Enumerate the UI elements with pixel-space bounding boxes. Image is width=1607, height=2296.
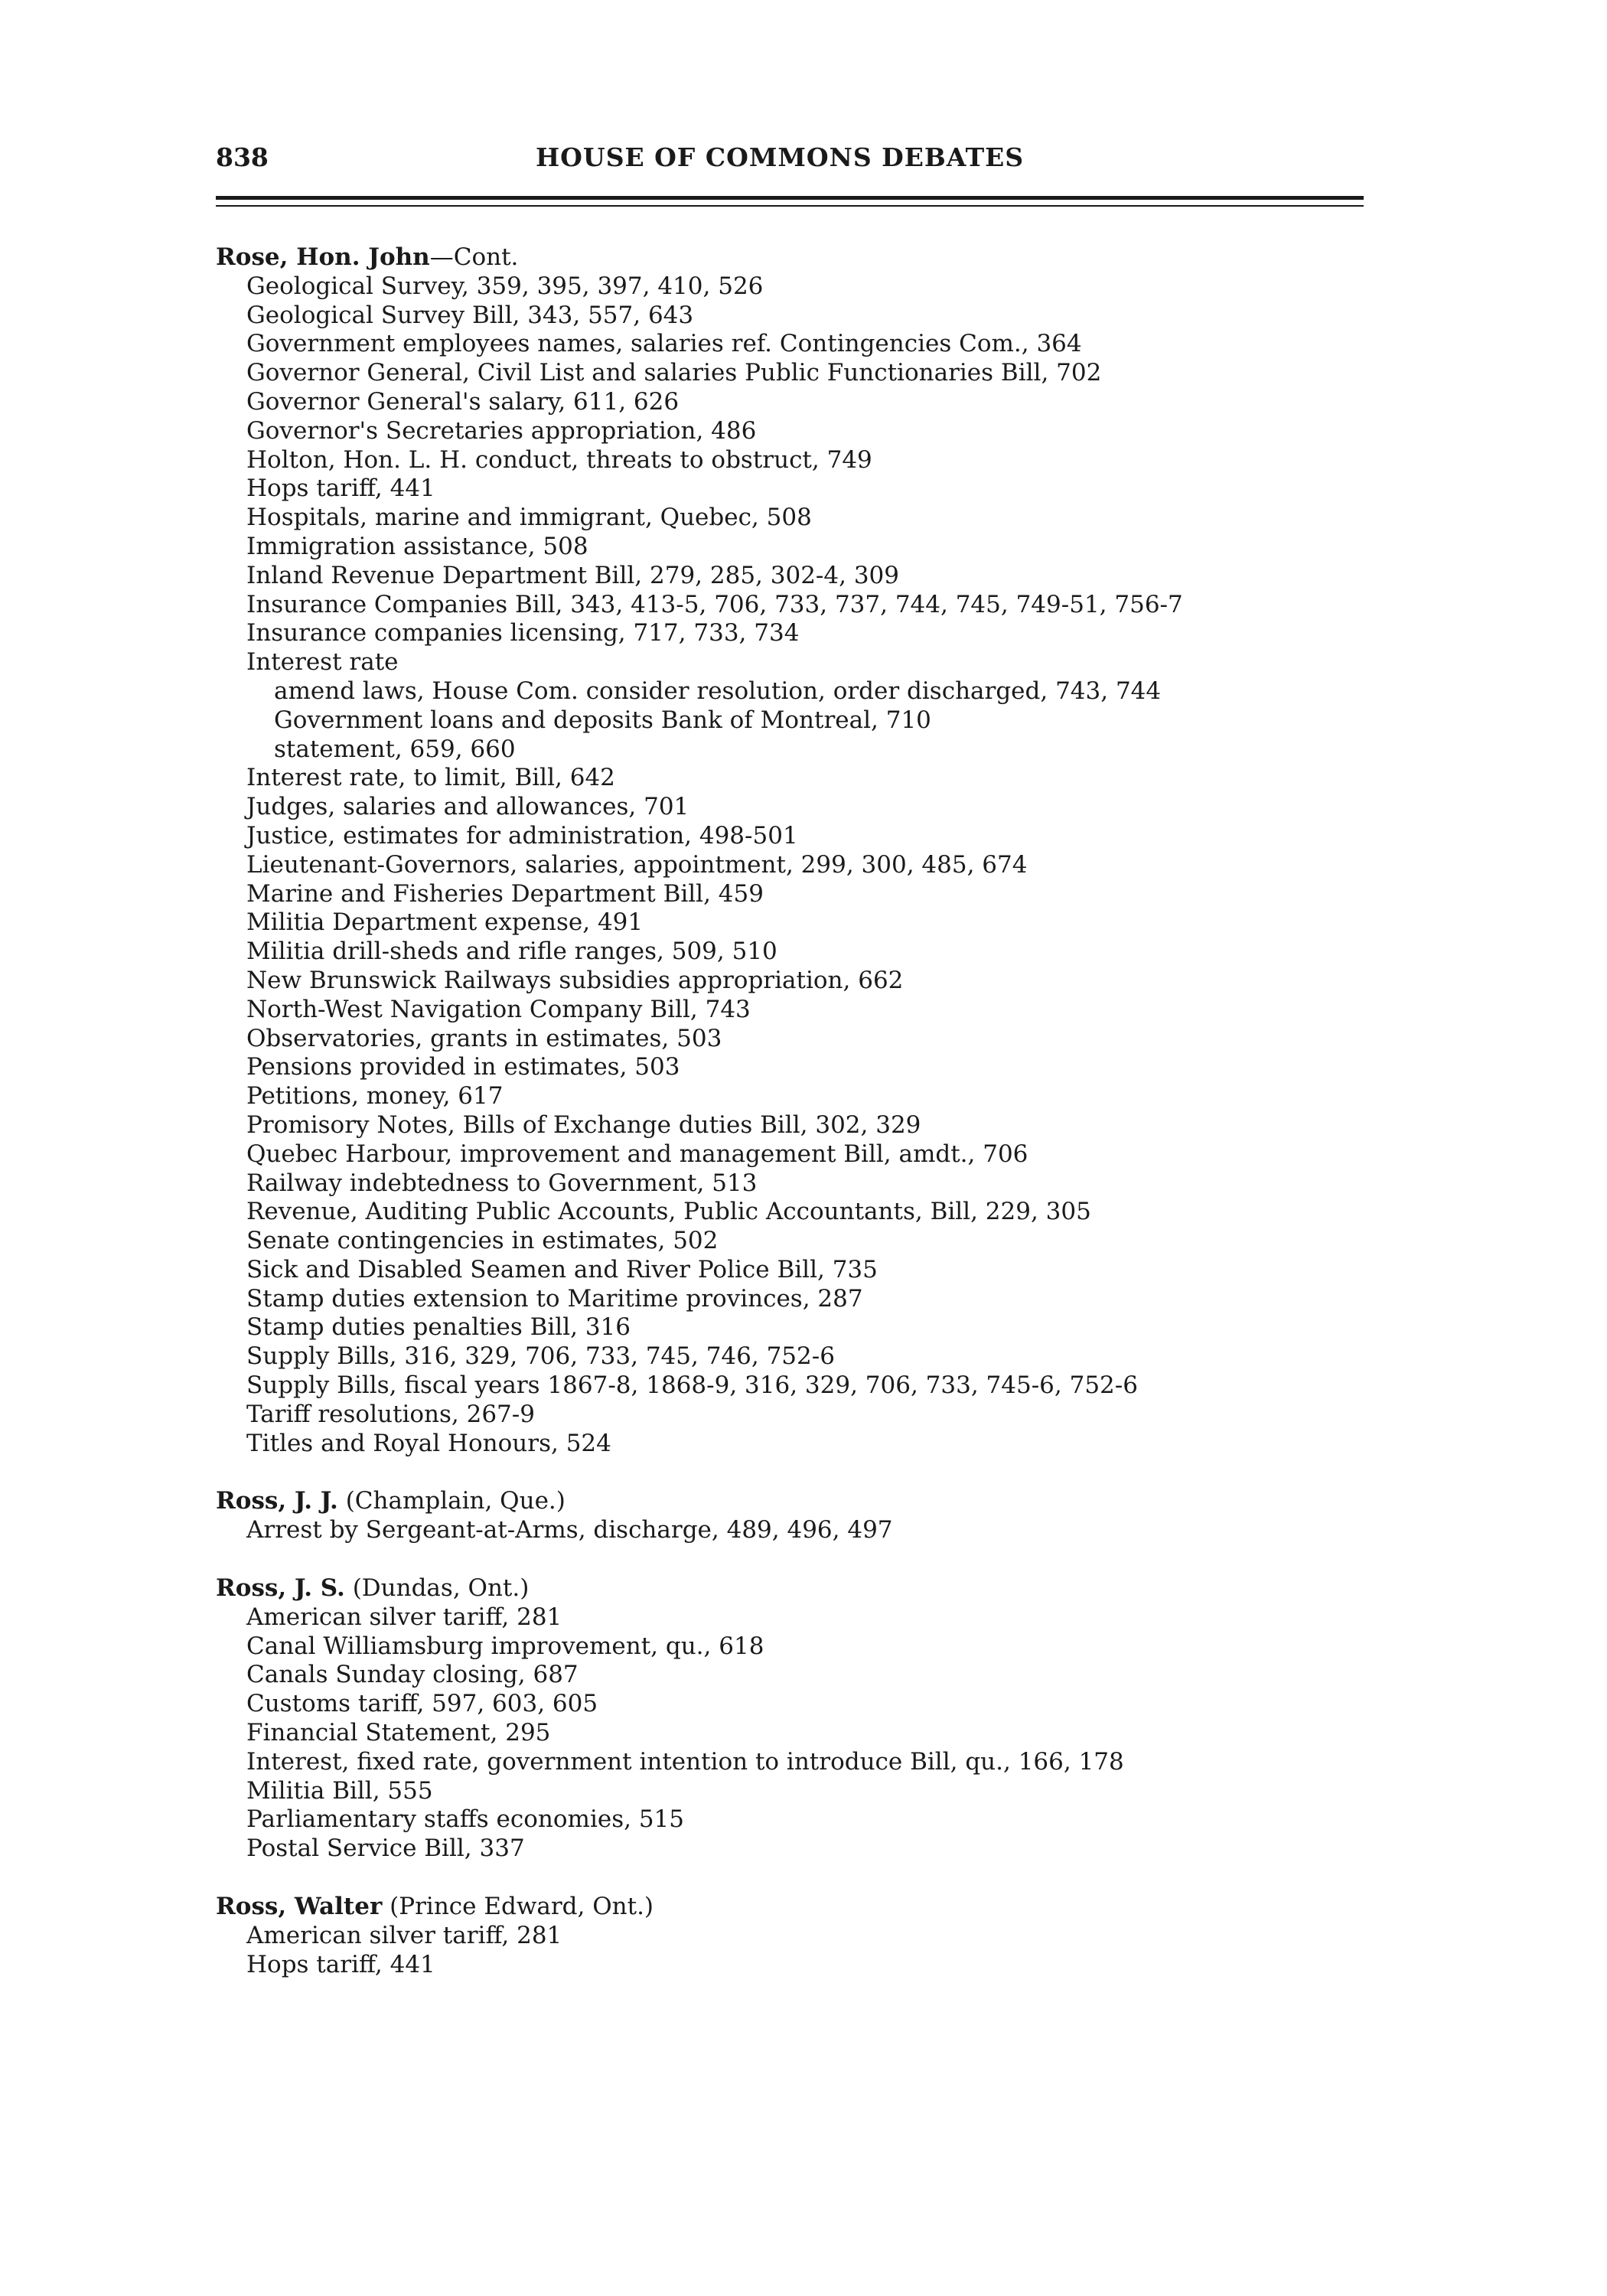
index-item: Hops tariff, 441 <box>246 1950 435 1978</box>
index-item: Sick and Disabled Seamen and River Police Bill, 735 <box>246 1255 878 1283</box>
index-item: Quebec Harbour, improvement and management Bill, amdt., 706 <box>246 1140 1028 1168</box>
index-item: Militia Bill, 555 <box>246 1776 433 1805</box>
entry-heading <box>216 1893 1410 1922</box>
entry-name: Ross, J. J. <box>216 1487 338 1515</box>
index-item: Inland Revenue Department Bill, 279, 285, 302-4, 309 <box>246 561 899 589</box>
index-item: Immigration assistance, 508 <box>246 532 588 560</box>
index-item: Stamp duties penalties Bill, 316 <box>246 1313 631 1342</box>
index-item: American silver tariff, 281 <box>246 1921 562 1949</box>
index-entry <box>216 1574 1410 1864</box>
entry-qualifier: (Prince Edward, Ont.) <box>382 1893 654 1921</box>
index-item: Supply Bills, 316, 329, 706, 733, 745, 746, 752-6 <box>246 1342 835 1371</box>
running-head: HOUSE OF COMMONS DEBATES <box>536 142 1025 172</box>
header-rule-thin <box>216 205 1364 207</box>
index-body <box>216 243 1410 1979</box>
index-item: Senate contingencies in estimates, 502 <box>246 1227 719 1255</box>
index-item: Geological Survey Bill, 343, 557, 643 <box>246 301 694 329</box>
index-item: Governor General, Civil List and salaries Public Functionaries Bill, 702 <box>246 359 1102 387</box>
index-item: Financial Statement, 295 <box>246 1719 551 1747</box>
index-item: Pensions provided in estimates, 503 <box>246 1053 680 1081</box>
index-item: Titles and Royal Honours, 524 <box>246 1429 611 1457</box>
entry-qualifier: —Cont. <box>429 243 519 271</box>
index-item: Stamp duties extension to Maritime provinces, 287 <box>246 1284 863 1313</box>
entry-heading <box>216 1574 1410 1603</box>
entry-name: Ross, Walter <box>216 1893 383 1921</box>
index-item: Marine and Fisheries Department Bill, 459 <box>246 879 764 908</box>
index-item: Canals Sunday closing, 687 <box>246 1661 579 1689</box>
entry-name: Rose, Hon. John <box>216 243 430 271</box>
page-number: 838 <box>216 142 269 172</box>
index-entry <box>216 1487 1410 1545</box>
entry-heading <box>216 243 1410 272</box>
index-item: Observatories, grants in estimates, 503 <box>246 1024 722 1052</box>
index-item: Government employees names, salaries ref. Contingencies Com., 364 <box>246 330 1082 358</box>
index-item: Tariff resolutions, 267-9 <box>246 1400 535 1428</box>
index-item: Insurance Companies Bill, 343, 413-5, 706, 733, 737, 744, 745, 749-51, 756-7 <box>246 590 1183 618</box>
entry-qualifier: (Dundas, Ont.) <box>344 1574 530 1603</box>
index-item: Hospitals, marine and immigrant, Quebec, 508 <box>246 504 812 532</box>
index-subitem: Government loans and deposits Bank of Montreal, 710 <box>274 706 931 734</box>
index-item: Postal Service Bill, 337 <box>246 1835 525 1863</box>
header-rule-thick <box>216 196 1364 200</box>
entry-name: Ross, J. S. <box>216 1574 345 1603</box>
index-item: New Brunswick Railways subsidies appropriation, 662 <box>246 966 904 994</box>
entry-heading <box>216 1487 1410 1516</box>
index-item: Governor General's salary, 611, 626 <box>246 387 680 416</box>
index-item: Canal Williamsburg improvement, qu., 618 <box>246 1632 764 1660</box>
index-item: Hops tariff, 441 <box>246 475 435 503</box>
index-item: Interest, fixed rate, government intention to introduce Bill, qu., 166, 178 <box>246 1747 1124 1776</box>
index-entry <box>216 243 1410 1458</box>
index-item: North-West Navigation Company Bill, 743 <box>246 995 751 1023</box>
index-item: Parliamentary staffs economies, 515 <box>246 1805 684 1834</box>
index-item: Revenue, Auditing Public Accounts, Public Accountants, Bill, 229, 305 <box>246 1198 1091 1226</box>
index-item: Promisory Notes, Bills of Exchange duties Bill, 302, 329 <box>246 1110 921 1139</box>
index-item: Interest rate <box>246 648 399 677</box>
index-item: Lieutenant-Governors, salaries, appointment, 299, 300, 485, 674 <box>246 850 1028 879</box>
index-item: Insurance companies licensing, 717, 733, 734 <box>246 619 800 647</box>
index-item: Arrest by Sergeant-at-Arms, discharge, 489, 496, 497 <box>246 1516 893 1544</box>
index-item: Militia drill-sheds and rifle ranges, 509, 510 <box>246 938 777 966</box>
entry-qualifier: (Champlain, Que.) <box>337 1487 566 1515</box>
index-subitem: statement, 659, 660 <box>274 735 516 763</box>
index-item: American silver tariff, 281 <box>246 1603 562 1631</box>
index-item: Judges, salaries and allowances, 701 <box>246 793 689 821</box>
index-item: Interest rate, to limit, Bill, 642 <box>246 764 615 792</box>
index-item: Militia Department expense, 491 <box>246 908 644 937</box>
index-item: Justice, estimates for administration, 498-501 <box>246 821 798 850</box>
index-entry <box>216 1893 1410 1979</box>
index-subitem: amend laws, House Com. consider resolution, order discharged, 743, 744 <box>274 677 1162 705</box>
index-item: Holton, Hon. L. H. conduct, threats to obstruct, 749 <box>246 445 872 474</box>
index-item: Petitions, money, 617 <box>246 1082 504 1110</box>
index-item: Railway indebtedness to Government, 513 <box>246 1169 758 1197</box>
index-item: Geological Survey, 359, 395, 397, 410, 526 <box>246 272 764 300</box>
index-item: Customs tariff, 597, 603, 605 <box>246 1690 598 1718</box>
index-item: Governor's Secretaries appropriation, 486 <box>246 416 757 445</box>
index-item: Supply Bills, fiscal years 1867-8, 1868-9, 316, 329, 706, 733, 745-6, 752-6 <box>246 1371 1138 1400</box>
